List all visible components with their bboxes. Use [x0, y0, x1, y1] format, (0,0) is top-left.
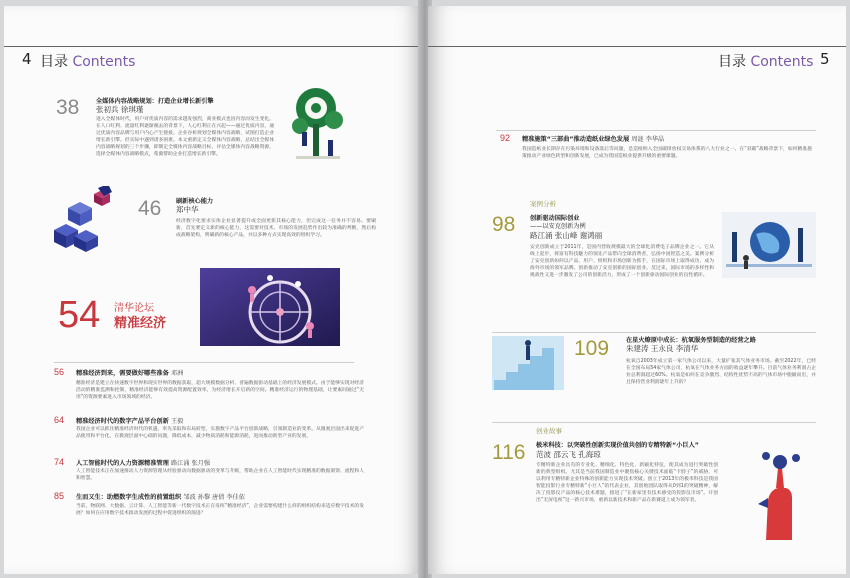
- forum-illustration: [200, 268, 340, 346]
- entry-number: 64: [54, 415, 65, 425]
- entry-title: 生而又生：助燃数字生成性的前置组织 邹波 孙黎 唐倩 李佳依: [76, 494, 245, 501]
- stairs-illustration-icon: [492, 336, 564, 390]
- entry-authors: 张初兵 徐琪瑾: [96, 105, 144, 114]
- tree-illustration-icon: [286, 86, 350, 162]
- entry-number: 38: [56, 96, 80, 119]
- divider: [492, 332, 816, 333]
- entry-number: 98: [492, 213, 516, 236]
- forum-label: 清华论坛: [114, 303, 154, 314]
- entry-authors: 邹波 孙黎 唐倩 李佳依: [183, 494, 245, 501]
- entry-title: 人工智能时代的人力资源精准管理 路江涌 张月强: [76, 460, 211, 467]
- entry-subtitle: ——以安克创新为例: [530, 223, 586, 230]
- entry-authors: 路江涌 张山峰 谢鸿丽: [530, 231, 603, 240]
- header-rule: [4, 46, 422, 47]
- header-cn: 目录: [718, 54, 746, 70]
- entry-body: 精准经济是建立在快速数字世界和现实世界的数据获取，超大规模数据分析、普遍数据驱动基础上的经济发展模式。由于能够实现对经济活动的精准监测和控制，精准经济能够有效提高资源配置效率，为经济增长开启新的空间。精准经济运行的物理基础，让要素间通过“无用”的资源要素进入市场领域的经济。: [76, 381, 364, 400]
- header-cn: 目录: [40, 54, 68, 70]
- entry-number: 92: [500, 133, 511, 143]
- header-en: Contents: [750, 54, 814, 70]
- page-header: [718, 51, 813, 71]
- entry-body: 进入全媒体时代，用户对优质内容的需求越发强烈，商业模式也因内容而发生变化。在人口红利、流量红利逐渐褪去的背景下，人心红利正在兴起——通过优质内容，通过优质内容品牌与用户内心产生链接。企业谷析规划全媒体内容战略，试图打造企业增长新引擎。但实际中遇到诸多困难。本文重新定义全媒体内容战略，总结出全媒体内容战略规划的三个步骤，即制定全媒体内容战略目标，评估全媒体内容战略资源，选择全媒体内容战略模式，希冀帮助企业打造增长新引擎。: [96, 117, 274, 157]
- globe-illustration-icon: [722, 212, 816, 278]
- entry-title: 创新驱动国际创业: [530, 215, 580, 222]
- right-page: [428, 6, 846, 574]
- divider: [496, 130, 816, 131]
- cubes-illustration-icon: [50, 186, 130, 254]
- section-label: 创业故事: [536, 427, 562, 435]
- divider: [54, 362, 354, 363]
- entry-number: 46: [138, 197, 162, 220]
- entry-number: 109: [574, 337, 610, 360]
- entry-body: 专精特新企业具有的专业化、精细化、特色化、新颖化特征，使其成为进行突破性创新的典型组织。尤其是当前我国制造业中聚焦核心关键技术面临“卡脖子”的威胁，可以利用专精特新企业特殊的创新能力实现技术突破。创立于2013年的极米科技是我国智能投影行业专精特新“小巨人”的代表企业，其创始团队取得从0到1的突破精神，解决了投影仪产品的核心技术难题，推进了“在新家里有技术感受的投影仪市场”。开创出“无屏电视”这一新兴市场，重新以新技术和新产品在新赛道上成为领军者。: [536, 463, 718, 503]
- header-rule: [428, 46, 846, 47]
- entry-title: 刷新核心能力: [176, 198, 214, 205]
- entry-body: 我国造纸业长期存在污染环境和设备落后等问题，是造纸纳入全国碳排放权交易体系的八大行业之一。在“双碳”战略背景下，如何精准施策推动产业绿色转型和创新发展，已成为我国造纸业提供升级的重要课题。: [522, 147, 812, 159]
- entry-authors: 郑中华: [176, 205, 199, 214]
- entry-title: 全媒体内容战略规划：打造企业增长新引擎: [96, 98, 214, 105]
- entry-authors: 朱建涛 王永良 李清华: [626, 344, 699, 353]
- entry-title: 极米科技：以突破性创新实现价值共创的专精特新“小巨人”: [536, 442, 699, 449]
- entry-body: 安克创新成立于2011年，是国内营收规模最大的全球化消费电子品牌企业之一。它从线上起步，将富有科技魅力的领先产品带向全球消费者，弘扬中国智造之美。案例分析了安克创新如何以产品、用户、组织和市场创新为抓手，在国际市场上取得成功，成为海外市场的领军品牌。创新推动了安克创新的国际创业。反过来，国际市场的多样性和挑战性又进一步激发了公司的创新活力，形成了一个创新驱动国际创业的良性循环。: [530, 245, 714, 278]
- entry-authors: 路江涌 张月强: [170, 460, 211, 467]
- header-en: Contents: [72, 54, 136, 70]
- entry-number: 116: [492, 441, 526, 464]
- forum-number: 54: [58, 294, 101, 336]
- entry-body: 我国企业可以抓住精准经济时代的机遇，率先采取和布局转型，实施数字产品平台创新战略，引领制造业的变革。从微观层面出来促进产品使用和平台化，在微观层面中心础的问题，降低成本，减少物质消耗和能源消耗，进而推动新型产业的发展。: [76, 427, 364, 439]
- left-page: [4, 6, 422, 574]
- entry-number: 74: [54, 457, 65, 467]
- entry-body: 当前，物联网、大数据、云计算、人工智能等新一代数字技术正在发挥“精准经济”，企业需要构建什么样的组织结构来适应数字技术的发展？如何在应用数字技术推动发展的过程中促进组织的演进？: [76, 504, 364, 516]
- page-number: 5: [820, 50, 830, 68]
- entry-title: 在星火燎原中成长：杭氧服务型制造的经营之路: [626, 337, 756, 344]
- section-label: 案例分析: [530, 200, 556, 208]
- entry-title: 精准经济时代的数字产品平台创新 王毅: [76, 418, 184, 425]
- entry-authors: 邓洲: [170, 370, 184, 377]
- entry-authors: 周涟 李华晶: [631, 136, 665, 143]
- page-number: 4: [22, 50, 32, 68]
- page-header: [40, 51, 135, 71]
- entry-authors: 王毅: [170, 418, 184, 425]
- entry-body: 人工智能技术正在加速推动人力资源管理从经验驱动向数据驱动的变革与升级，帮助企业在人工智能时代实现精准的数据洞察、流程和人和智慧。: [76, 469, 364, 481]
- divider: [492, 422, 816, 423]
- torch-hand-illustration-icon: [746, 444, 816, 540]
- entry-number: 56: [54, 367, 65, 377]
- entry-title: 精准施策“三部曲”推动造纸业绿色发展 周涟 李华晶: [522, 136, 665, 143]
- forum-title: 精准经济: [114, 316, 167, 331]
- entry-title: 精准经济到来，需要做好哪些准备 邓洲: [76, 370, 184, 377]
- entry-number: 85: [54, 491, 65, 501]
- entry-body: 经济数字化要求实体企业显著提升或全面更新其核心能力，但完成这一任务并不容易。要刷新，首先要定义新的核心能力，这需要对技术、市场的发展趋势作出较为准确的判断，然后构成战略架构，明确新的核心产品，并以多种方式实现高效的组织学习。: [176, 219, 376, 238]
- entry-authors: 范波 邵云飞 孔海琼: [536, 450, 601, 459]
- entry-body: 杭氧自2003年成立第一家气体公司以来，大量扩张其气体业务市场。截至2022年，已经在全国布局54家气体公司，杭氧在气体业务方面的收益逐年攀升。目前气体业务利润占企业总利润超过60%。杭氧是如何在竞争激烈、结构性优势不高的气体市场中脱颖而出，并且保持营业利润逐年上升的？: [626, 359, 816, 385]
